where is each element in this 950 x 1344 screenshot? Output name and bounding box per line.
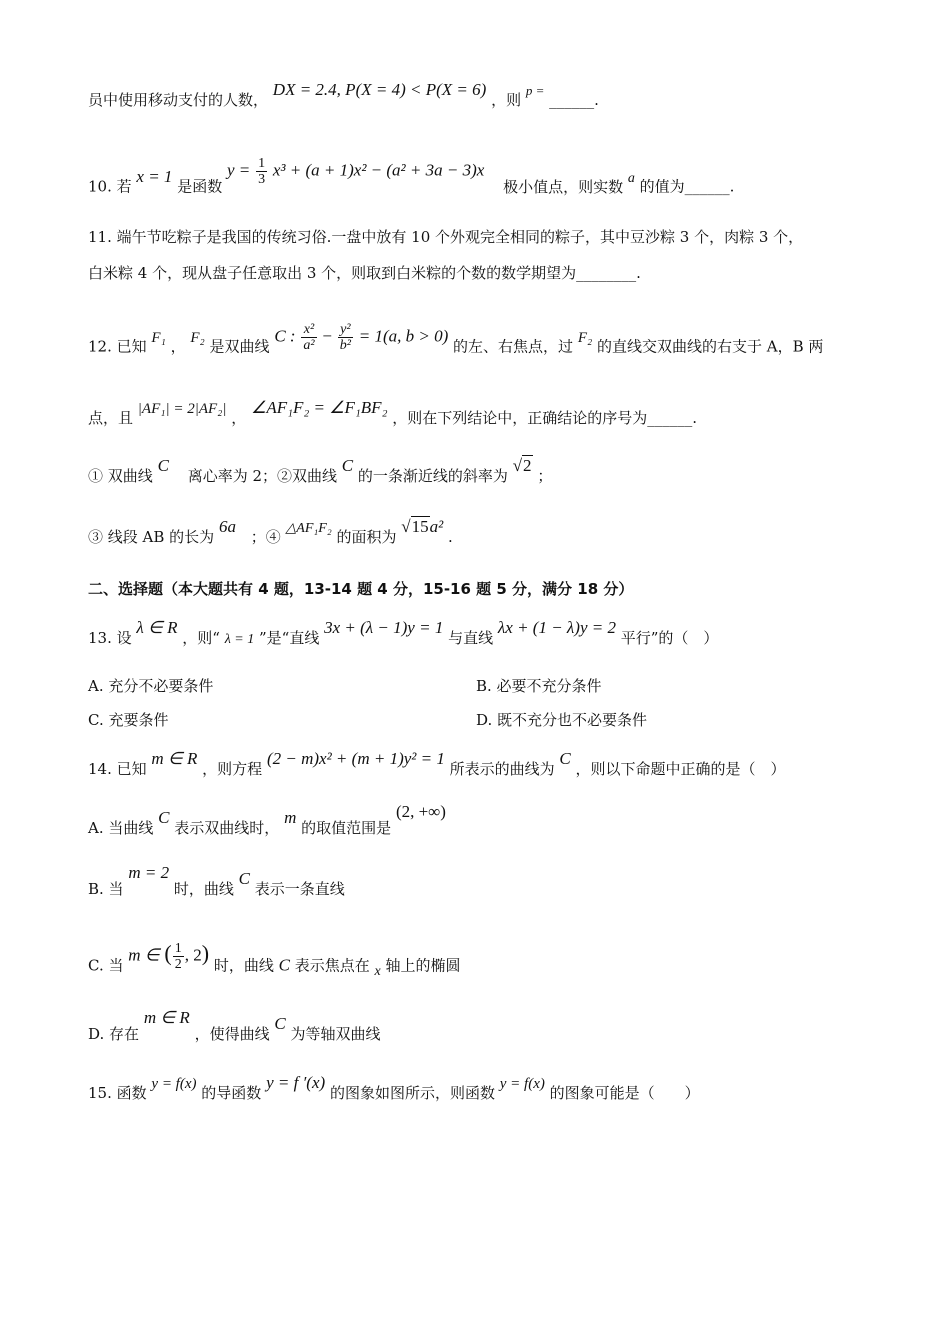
q9-answer-blank: ______.: [549, 91, 599, 109]
q13-option-d[interactable]: D. 既不充分也不必要条件: [476, 711, 648, 729]
q12-statements-3-4: ③ 线段 AB 的长为 6a ；④ △AF₁F₂ 的面积为 √15a² .: [88, 517, 453, 546]
q13-option-c[interactable]: C. 充要条件: [88, 711, 169, 729]
q15-stem: 15. 函数 y = f(x) 的导函数 y = f ′(x) 的图象如图所示，则函数 y = f(x) 的图象可能是（ ）: [88, 1073, 700, 1102]
q12-hyperbola-equation: C : $\frac{\text{x²}}{\text{a²}}$ − $\frac{\text{y²}}{\text{b²}}$ = 1(a, b > 0): [274, 322, 449, 353]
q12-statements-1-2: ① 双曲线 C 离心率为 2；②双曲线 C 的一条渐近线的斜率为 √2 ；: [88, 456, 553, 485]
q10-line: 10. 若 x = 1 是函数 y = $\frac{1}{3}$ x³ + (a + 1)x² − (a² + 3a − 3)x 极小值点，则实数 a 的值为______.: [88, 156, 735, 196]
q13-option-b[interactable]: B. 必要不充分条件: [476, 677, 602, 695]
q14-stem: 14. 已知 m ∈ R ，则方程 (2 − m)x² + (m + 1)y² = 1 所表示的曲线为 C ，则以下命题中正确的是（ ）: [88, 749, 786, 778]
q14-option-a[interactable]: A. 当曲线 C 表示双曲线时， m 的取值范围是 (2, +∞): [88, 802, 446, 837]
q9-condition: DX = 2.4, P(X = 4) < P(X = 6): [272, 80, 487, 99]
q11-line2: 白米粽 4 个，现从盘子任意取出 3 个，则取到白米粽的个数的数学期望为________.: [88, 264, 641, 282]
q10-function: y = $\frac{1}{3}$ x³ + (a + 1)x² − (a² + 3a − 3)x: [227, 156, 485, 187]
q14-option-c[interactable]: C. 当 m ∈ ( $\frac{1}{2}$ , 2) 时，曲线 C 表示焦点在 x 轴上的椭圆: [88, 940, 461, 979]
section-heading: 二、选择题（本大题共有 4 题，13-14 题 4 分，15-16 题 5 分，满分 18 分）: [88, 580, 634, 598]
q14-option-b[interactable]: B. 当 m = 2 时，曲线 C 表示一条直线: [88, 863, 345, 898]
q14-option-d[interactable]: D. 存在 m ∈ R ，使得曲线 C 为等轴双曲线: [88, 1008, 381, 1043]
q11-line1: 11. 端午节吃粽子是我国的传统习俗.一盘中放有 10 个外观完全相同的粽子，其中豆沙粽 3 个，肉粽 3 个，: [88, 228, 804, 246]
q14-equation: (2 − m)x² + (m + 1)y² = 1: [266, 749, 445, 768]
q12-line2: 点，且 |AF₁| = 2|AF₂| ， ∠AF₁F₂ = ∠F₁BF₂ ，则在下列结论中，正确结论的序号为______.: [88, 398, 698, 427]
q13-stem: 13. 设 λ ∈ R ，则“ λ = 1 ”是“直线 3x + (λ − 1)y = 1 与直线 λx + (1 − λ)y = 2 平行”的（ ）: [88, 618, 719, 647]
q13-option-a[interactable]: A. 充分不必要条件: [88, 677, 214, 695]
q12-line1: 12. 已知 F₁ ， F₂ 是双曲线 C : $\frac{\text{x²}}{\text{a²}}$ − $\frac{\text{y²}}{\text{b²}}$ = 1(a, b > 0) 的左、右焦点，过 F₂ 的直线交双曲线的右支于 A，B 两: [88, 322, 824, 356]
q9-line: 员中使用移动支付的人数， DX = 2.4, P(X = 4) < P(X = 6) ，则 p = ______.: [88, 80, 599, 109]
